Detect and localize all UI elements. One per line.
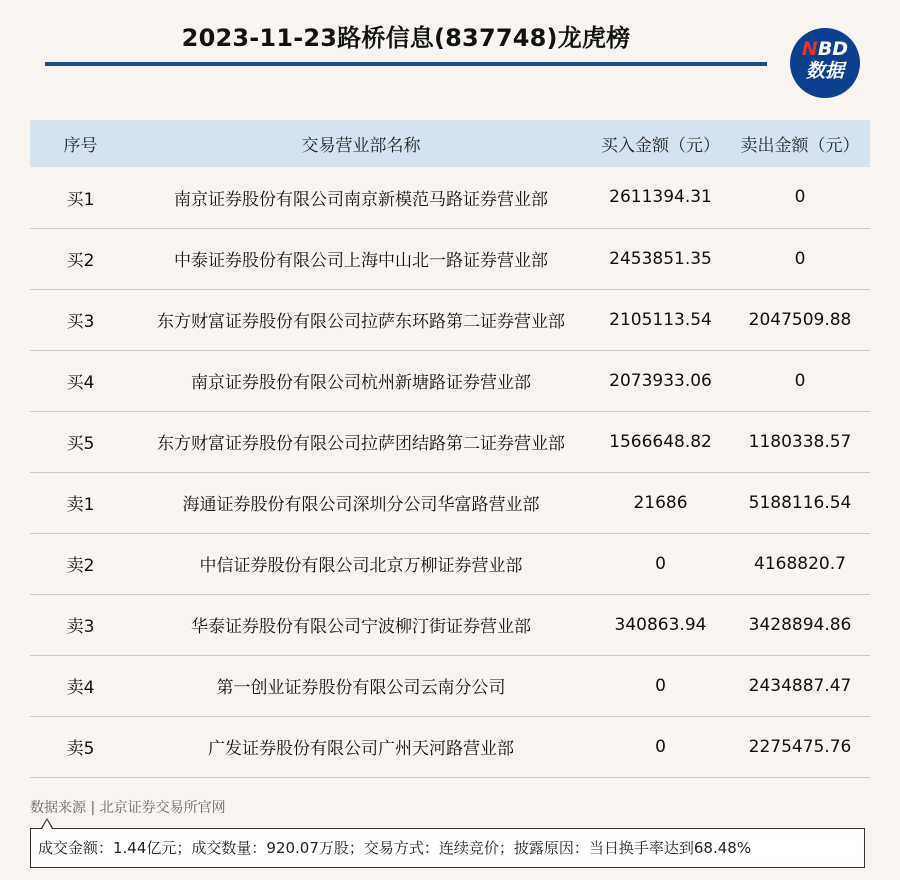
row-name: 第一创业证券股份有限公司云南分公司 xyxy=(216,678,506,698)
logo-line2: 数据 xyxy=(805,60,844,82)
row-seq: 卖4 xyxy=(66,678,95,698)
row-seq: 卖2 xyxy=(66,556,95,576)
row-sell: 1180338.57 xyxy=(748,431,852,452)
row-buy: 2073933.06 xyxy=(609,370,712,391)
note-pointer-fill xyxy=(42,820,52,829)
row-sell: 2047509.88 xyxy=(748,309,852,330)
trade-note: 成交金额：1.44亿元；成交数量：920.07万股；交易方式：连续竞价；披露原因：当日换手率达到68.48% xyxy=(30,828,865,868)
row-name: 华泰证券股份有限公司宁波柳汀街证券营业部 xyxy=(191,617,531,637)
header-seq: 序号 xyxy=(63,136,98,156)
row-name: 中信证券股份有限公司北京万柳证券营业部 xyxy=(199,556,523,576)
row-name: 海通证券股份有限公司深圳分公司华富路营业部 xyxy=(182,495,540,515)
row-sell: 2275475.76 xyxy=(748,736,852,757)
row-buy: 340863.94 xyxy=(614,614,707,635)
row-buy: 2611394.31 xyxy=(609,187,712,208)
row-seq: 买1 xyxy=(66,189,95,210)
row-seq: 买4 xyxy=(66,373,95,393)
row-name: 南京证券股份有限公司杭州新塘路证券营业部 xyxy=(191,373,531,393)
table-row xyxy=(30,716,870,777)
header-buy: 买入金额（元） xyxy=(601,136,720,156)
logo-line1 xyxy=(790,38,860,60)
table-row xyxy=(30,472,870,533)
page-title: 2023-11-23路桥信息(837748)龙虎榜 xyxy=(181,24,631,52)
header-sell: 卖出金额（元） xyxy=(740,136,860,156)
row-sell: 3428894.86 xyxy=(748,614,852,635)
row-seq: 买3 xyxy=(66,312,95,332)
table-row xyxy=(30,228,870,289)
row-buy: 1566648.82 xyxy=(609,431,712,452)
row-sell: 0 xyxy=(794,248,806,269)
row-sell: 0 xyxy=(794,370,806,391)
table-row xyxy=(30,533,870,594)
row-seq: 买2 xyxy=(66,251,95,271)
table-row xyxy=(30,655,870,716)
row-name: 中泰证券股份有限公司上海中山北一路证券营业部 xyxy=(174,251,548,271)
table-header-row xyxy=(30,120,870,167)
logo-bd: BD xyxy=(817,38,849,60)
table-row xyxy=(30,350,870,411)
row-sell: 2434887.47 xyxy=(748,675,852,696)
table-row xyxy=(30,594,870,655)
row-seq: 卖1 xyxy=(66,495,95,515)
table-row xyxy=(30,411,870,472)
row-buy: 21686 xyxy=(633,492,688,513)
logo-n: N xyxy=(801,38,818,60)
longhu-table xyxy=(30,120,870,778)
row-name: 广发证券股份有限公司广州天河路营业部 xyxy=(208,739,514,759)
row-buy: 0 xyxy=(655,553,666,574)
row-name: 东方财富证券股份有限公司拉萨东环路第二证券营业部 xyxy=(157,312,565,332)
nbd-logo xyxy=(790,28,860,98)
row-seq: 买5 xyxy=(66,434,95,454)
row-buy: 2105113.54 xyxy=(609,309,712,330)
row-sell: 5188116.54 xyxy=(748,492,852,513)
row-buy: 0 xyxy=(655,736,666,757)
row-buy: 2453851.35 xyxy=(609,248,712,269)
header-name: 交易营业部名称 xyxy=(301,136,421,156)
title-underline xyxy=(45,62,767,66)
row-seq: 卖3 xyxy=(66,617,95,637)
table-row xyxy=(30,167,870,228)
row-sell: 4168820.7 xyxy=(754,553,846,574)
data-source: 数据来源 | 北京证券交易所官网 xyxy=(30,800,226,816)
row-buy: 0 xyxy=(655,675,666,696)
row-name: 东方财富证券股份有限公司拉萨团结路第二证券营业部 xyxy=(157,434,565,454)
row-seq: 卖5 xyxy=(66,739,95,759)
row-sell: 0 xyxy=(794,187,806,208)
table-row xyxy=(30,289,870,350)
row-name: 南京证券股份有限公司南京新模范马路证券营业部 xyxy=(174,189,548,210)
